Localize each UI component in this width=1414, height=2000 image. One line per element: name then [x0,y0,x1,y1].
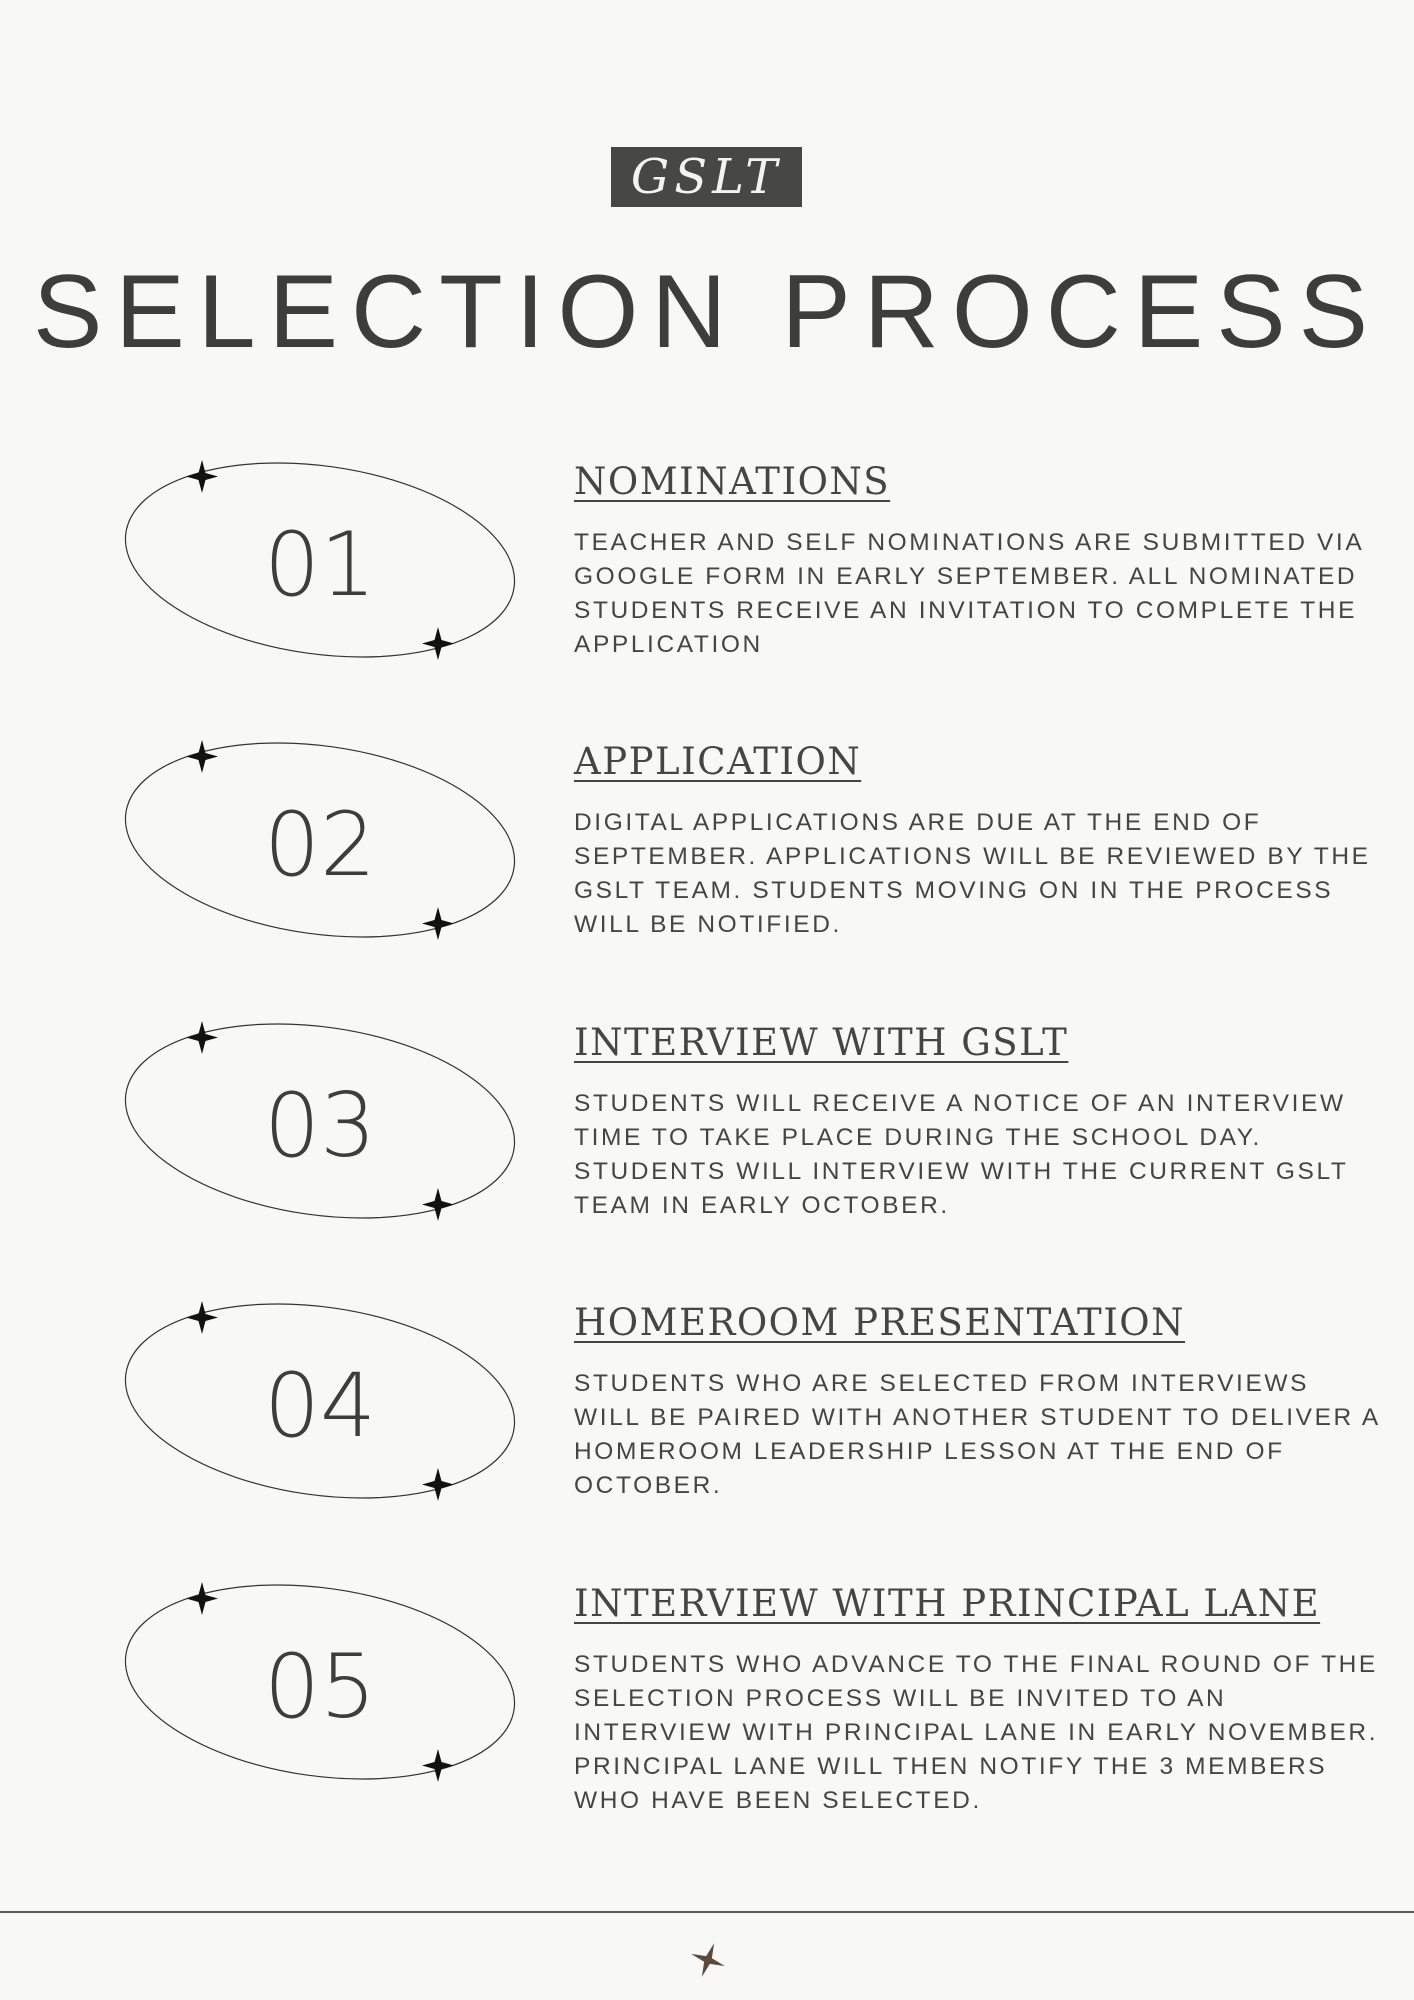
step-heading: HOMEROOM PRESENTATION [574,1301,1186,1344]
step-description: STUDENTS WILL RECEIVE A NOTICE OF AN INTERVIEW TIME TO TAKE PLACE DURING THE SCHOOL DAY. STUDENTS WILL INTERVIEW WITH THE CURRENT GSLT TEAM IN EARLY OCTOBER. [574,1090,1349,1219]
step-description: STUDENTS WHO ADVANCE TO THE FINAL ROUND OF THE SELECTION PROCESS WILL BE INVITED TO AN INTERVIEW WITH PRINCIPAL LANE IN EARLY NOVEMBER. PRINCIPAL LANE WILL THEN NOTIFY THE 3 MEMBERS WHO HAVE BEEN SELECTED. [574,1651,1379,1814]
step-number: 02 [264,793,376,896]
step-description: TEACHER AND SELF NOMINATIONS ARE SUBMITTED VIA GOOGLE FORM IN EARLY SEPTEMBER. ALL NOMINATED STUDENTS RECEIVE AN INVITATION TO COMPLETE THE APPLICATION [574,529,1363,658]
sparkle-icon [186,740,218,773]
step-description: STUDENTS WHO ARE SELECTED FROM INTERVIEWS WILL BE PAIRED WITH ANOTHER STUDENT TO DELIVER A HOMEROOM LEADERSHIP LESSON AT THE END OF OCTOBER. [574,1370,1380,1499]
step-number: 05 [264,1635,376,1738]
step-number: 01 [264,513,376,616]
step-1 [0,460,1414,700]
sparkle-icon [422,627,454,660]
footer-divider [0,1911,1414,1913]
sparkle-icon [186,460,218,493]
step-heading: INTERVIEW WITH PRINCIPAL LANE [574,1582,1321,1625]
gslt-badge: GSLT [611,147,802,207]
step-3 [0,1021,1414,1261]
step-5 [0,1582,1414,1822]
sparkle-icon [186,1301,218,1334]
step-4 [0,1301,1414,1541]
step-number: 03 [264,1074,376,1177]
sparkle-icon [422,907,454,940]
sparkle-icon [186,1582,218,1615]
step-heading: NOMINATIONS [574,460,891,503]
step-heading: APPLICATION [574,740,862,783]
sparkle-icon [422,1468,454,1501]
sparkle-icon [186,1021,218,1054]
footer-sparkle-icon [688,1940,728,1980]
step-heading: INTERVIEW WITH GSLT [574,1021,1069,1064]
page-title: SELECTION PROCESS [33,254,1381,370]
step-description: DIGITAL APPLICATIONS ARE DUE AT THE END OF SEPTEMBER. APPLICATIONS WILL BE REVIEWED BY THE GSLT TEAM. STUDENTS MOVING ON IN THE PROCESS WILL BE NOTIFIED. [574,809,1371,938]
sparkle-icon [422,1188,454,1221]
step-number: 04 [264,1354,376,1457]
step-2 [0,740,1414,980]
sparkle-icon [422,1749,454,1782]
